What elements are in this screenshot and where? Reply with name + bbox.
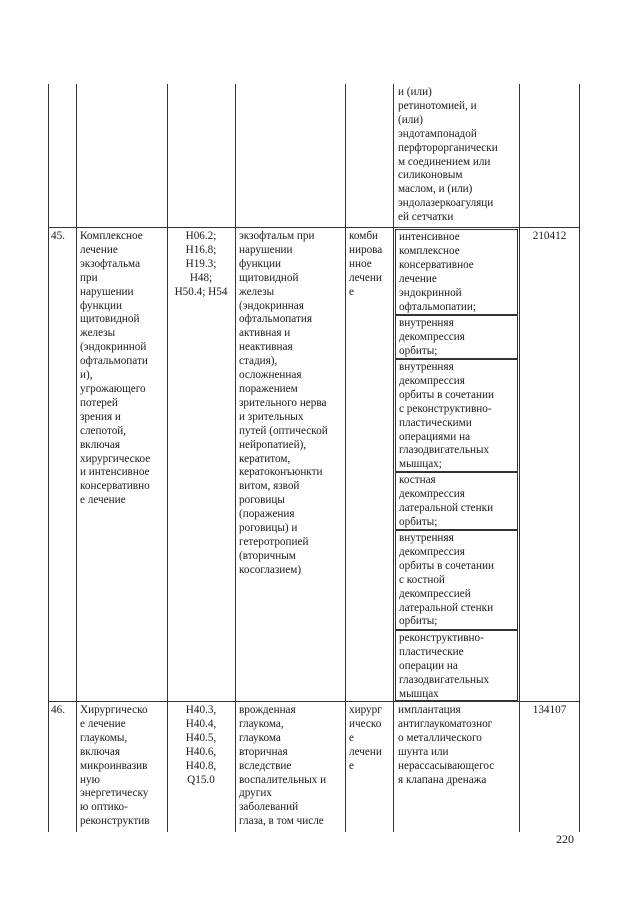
condition-name: Хирургическо е лечение глаукомы, включая микроинвазив ную энергетическу ю оптико- реконструктив <box>80 704 150 828</box>
column-border <box>76 84 77 832</box>
method-cell <box>395 315 518 359</box>
patient-model: врожденная глаукома, глаукома вторичная вследствие воспалительных и других заболеваний глаза, в том числе <box>239 704 327 828</box>
column-border <box>235 84 236 832</box>
row-number: 46. <box>51 704 65 716</box>
column-border <box>579 84 580 832</box>
method-text: костная декомпрессия латеральной стенки орбиты; <box>399 474 494 528</box>
method-text: реконструктивно- пластические операции на глазодвигательных мышцах <box>399 632 490 700</box>
treatment-type: хирург ическо е лечени е <box>349 704 382 772</box>
icd-codes: H06.2; H16.8; H19.3; H48; H50.4; H54 <box>174 230 228 298</box>
row-border <box>48 227 580 228</box>
method-text: имплантация антиглаукоматозног о металлического шунта или нерассасывающегос я клапана дренажа <box>398 704 495 786</box>
method-cell <box>395 229 518 315</box>
column-border <box>345 84 346 832</box>
page-number: 220 <box>556 832 574 846</box>
row-number: 45. <box>51 230 65 242</box>
condition-name: Комплексное лечение экзофтальма при нарушении функции щитовидной железы (эндокринной офтальмопати и), угрожающего потерей зрения и слепотой, включая хирургическое и интенсивное консервативно е лечение <box>80 230 151 507</box>
method-cell <box>395 472 518 530</box>
patient-model: экзофтальм при нарушении функции щитовидной железы (эндокринная офтальмопатия активная и неактивная стадия), осложненная поражением зрительного нерва и зрительных путей (оптической нейропатией), кератитом, кератоконъюнкти витом, язвой роговицы (поражения роговицы) и гетеротропией (вторичным косоглазием) <box>239 230 328 576</box>
method-text: интенсивное комплексное консервативное лечение эндокринной офтальмопатии; <box>399 231 476 313</box>
column-border <box>393 84 394 832</box>
treatment-type: комби нирова нное лечени е <box>349 230 383 298</box>
column-border <box>48 84 49 832</box>
method-cell <box>395 630 518 701</box>
method-text: внутренняя декомпрессия орбиты в сочетании с реконструктивно- пластическими операциями на глазодвигательных мышцах; <box>399 361 494 471</box>
cost-value: 134107 <box>532 704 567 716</box>
icd-codes: H40.3, H40.4, H40.5, H40.6, H40.8, Q15.0 <box>185 704 217 786</box>
method-cell <box>395 530 518 630</box>
method-text: внутренняя декомпрессия орбиты; <box>399 317 465 357</box>
column-border <box>519 84 520 832</box>
method-cell <box>395 359 518 472</box>
method-text: внутренняя декомпрессия орбиты в сочетании с костной декомпрессией латеральной стенки орбиты; <box>399 532 494 628</box>
carryover-method-text: и (или) ретинотомией, и (или) эндотампонадой перфторорганически м соединением или силиконовым маслом, и (или) эндолазеркоагуляци ей сетчатки <box>398 86 498 224</box>
cost-value: 210412 <box>532 230 567 242</box>
